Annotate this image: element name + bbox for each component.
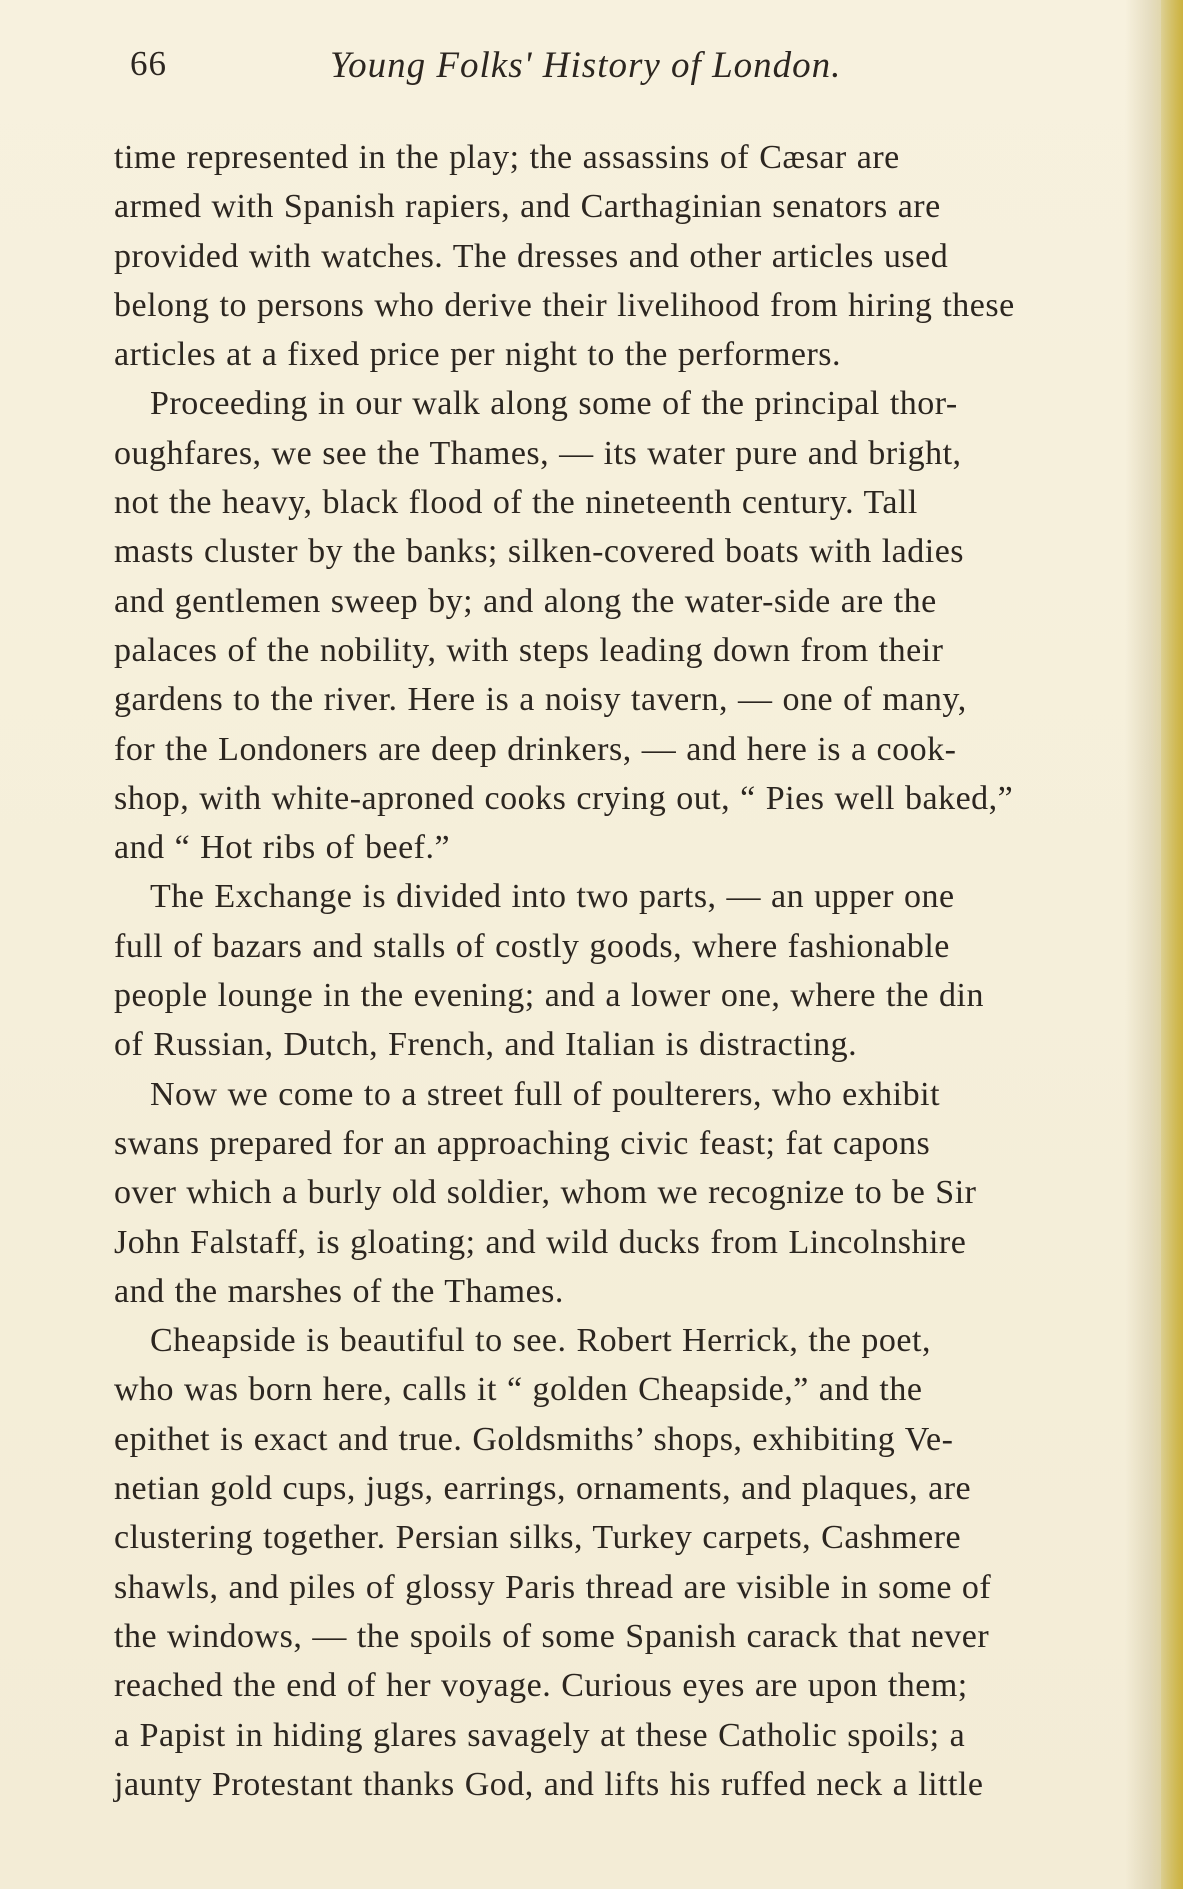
text-line: not the heavy, black flood of the nineteenth century. Tall	[114, 484, 918, 522]
text-line: people lounge in the evening; and a lower one, where the din	[114, 977, 984, 1015]
page-header	[130, 44, 1060, 94]
running-title: Young Folks' History of London.	[330, 45, 842, 86]
text-line: jaunty Protestant thanks God, and lifts his ruffed neck a little	[114, 1765, 984, 1803]
text-line: who was born here, calls it “ golden Cheapside,” and the	[114, 1371, 923, 1409]
text-line: shop, with white-aproned cooks crying out, “ Pies well baked,”	[114, 779, 1014, 817]
text-line: swans prepared for an approaching civic feast; fat capons	[114, 1124, 931, 1162]
text-line: a Papist in hiding glares savagely at these Catholic spoils; a	[114, 1716, 966, 1754]
paragraph-start-line: Cheapside is beautiful to see. Robert Herrick, the poet,	[150, 1322, 931, 1360]
text-line: clustering together. Persian silks, Turkey carpets, Cashmere	[114, 1519, 962, 1557]
text-line: time represented in the play; the assassins of Cæsar are	[114, 139, 900, 176]
page-number: 66	[130, 44, 167, 83]
text-line: oughfares, we see the Thames, — its water pure and bright,	[114, 434, 962, 472]
text-line: and gentlemen sweep by; and along the water-side are the	[114, 582, 937, 620]
text-line: reached the end of her voyage. Curious eyes are upon them;	[114, 1667, 968, 1705]
text-line: the windows, — the spoils of some Spanish carack that never	[114, 1617, 990, 1655]
text-line: shawls, and piles of glossy Paris thread are visible in some of	[114, 1568, 992, 1606]
text-line: for the Londoners are deep drinkers, — and here is a cook-	[114, 730, 957, 768]
paragraph-start-line: Proceeding in our walk along some of the principal thor-	[150, 385, 958, 423]
page-edge	[1161, 0, 1183, 1889]
text-line: armed with Spanish rapiers, and Carthaginian senators are	[114, 188, 941, 226]
text-line: and the marshes of the Thames.	[114, 1272, 564, 1310]
text-line: gardens to the river. Here is a noisy tavern, — one of many,	[114, 681, 967, 719]
text-line: John Falstaff, is gloating; and wild ducks from Lincolnshire	[114, 1223, 967, 1261]
text-line: and “ Hot ribs of beef.”	[114, 829, 451, 867]
text-line: provided with watches. The dresses and other articles used	[114, 237, 949, 275]
text-line: of Russian, Dutch, French, and Italian is distracting.	[114, 1026, 858, 1064]
text-line: over which a burly old soldier, whom we recognize to be Sir	[114, 1174, 977, 1212]
text-line: full of bazars and stalls of costly goods, where fashionable	[114, 927, 950, 965]
paragraph-start-line: Now we come to a street full of poulterers, who exhibit	[150, 1075, 941, 1113]
paragraph-start-line: The Exchange is divided into two parts, — an upper one	[150, 878, 955, 916]
text-line: masts cluster by the banks; silken-covered boats with ladies	[114, 533, 965, 571]
text-line: netian gold cups, jugs, earrings, ornaments, and plaques, are	[114, 1470, 972, 1508]
text-line: articles at a fixed price per night to the performers.	[114, 336, 842, 374]
body-text	[114, 133, 1134, 1809]
text-line: belong to persons who derive their livelihood from hiring these	[114, 286, 1015, 324]
text-line: palaces of the nobility, with steps leading down from their	[114, 631, 944, 669]
text-line: epithet is exact and true. Goldsmiths’ shops, exhibiting Ve-	[114, 1420, 954, 1458]
